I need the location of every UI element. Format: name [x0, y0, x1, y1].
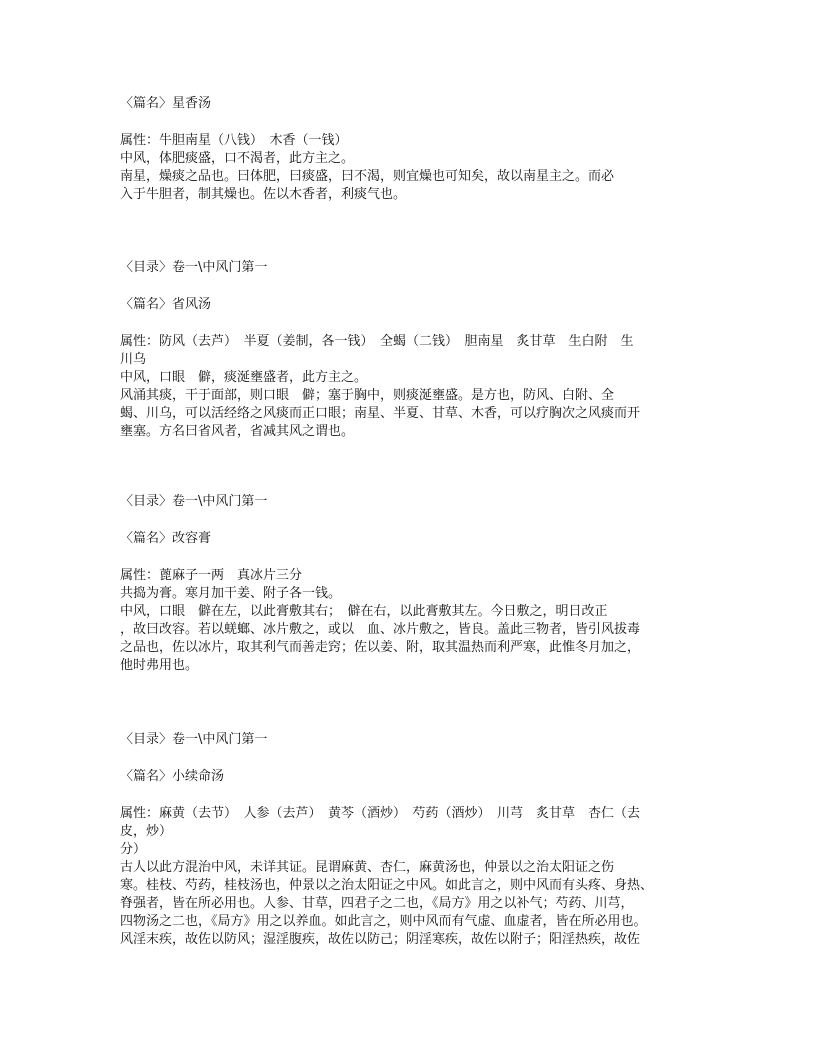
text-line: 属性：防风（去芦） 半夏（姜制，各一钱） 全蝎（二钱） 胆南星 炙甘草 生白附 生 — [120, 334, 634, 349]
text-line: 川乌 — [120, 352, 147, 367]
text-line: 风淫末疾，故佐以防风；湿淫腹疾，故佐以防己；阴淫寒疾，故佐以附子；阳淫热疾，故佐 — [120, 932, 641, 947]
section-xiaoxuming-tang — [120, 731, 700, 949]
text-line: 皮，炒） — [120, 824, 173, 839]
text-line: 属性：麻黄（去节） 人参（去芦） 黄芩（酒炒） 芍药（酒炒） 川芎 炙甘草 杏仁（去 — [120, 806, 641, 821]
text-line: ，故曰改容。若以蜣螂、冰片敷之，或以 血、冰片敷之，皆良。盖此三物者，皆引风拔毒 — [120, 622, 641, 637]
section-title: 〈篇名〉星香汤 — [120, 96, 212, 111]
text-line: 寒。桂枝、芍药，桂枝汤也，仲景以之治太阳证之中风。如此言之，则中风而有头疼、身热、 — [120, 878, 654, 893]
toc-line: 〈目录〉卷一\中风门第一 — [120, 260, 268, 275]
text-line: 之品也，佐以冰片，取其利气而善走窍；佐以姜、附，取其温热而利严寒，此惟冬月加之， — [120, 640, 641, 655]
text-line: 属性：蓖麻子一两 真冰片三分 — [120, 568, 303, 583]
text-line: 南星，燥痰之品也。曰体肥，曰痰盛，曰不渴，则宜燥也可知矣，故以南星主之。而必 — [120, 169, 615, 184]
text-line: 风涌其痰，干于面部，则口眼 僻；塞于胸中，则痰涎壅盛。是方也，防风、白附、全 — [120, 388, 615, 403]
text-line: 中风，体肥痰盛，口不渴者，此方主之。 — [120, 151, 355, 166]
toc-line: 〈目录〉卷一\中风门第一 — [120, 494, 268, 509]
text-line: 古人以此方混治中风，未详其证。昆谓麻黄、杏仁，麻黄汤也，仲景以之治太阳证之伤 — [120, 860, 615, 875]
text-line: 入于牛胆者，制其燥也。佐以木香者，利痰气也。 — [120, 187, 407, 202]
text-line: 壅塞。方名曰省风者，省减其风之谓也。 — [120, 424, 355, 439]
text-line: 中风，口眼 僻，痰涎壅盛者，此方主之。 — [120, 370, 368, 385]
section-shengfeng-tang — [120, 259, 700, 441]
text-line: 属性：牛胆南星（八钱） 木香（一钱） — [120, 133, 348, 148]
section-xingxiang-tang — [120, 95, 700, 204]
text-line: 分） — [120, 842, 147, 857]
text-line: 共捣为膏。寒月加干姜、附子各一钱。 — [120, 586, 342, 601]
section-title: 〈篇名〉小续命汤 — [120, 769, 225, 784]
text-line: 他时弗用也。 — [120, 658, 199, 673]
section-gairong-gao — [120, 493, 700, 675]
section-title: 〈篇名〉改容膏 — [120, 531, 212, 546]
section-title: 〈篇名〉省风汤 — [120, 297, 212, 312]
toc-line: 〈目录〉卷一\中风门第一 — [120, 732, 268, 747]
text-line: 脊强者，皆在所必用也。人参、甘草，四君子之二也，《局方》用之以补气；芍药、川芎， — [120, 896, 634, 911]
text-line: 中风，口眼 僻在左，以此膏敷其右； 僻在右，以此膏敷其左。今日敷之，明日改正 — [120, 604, 608, 619]
text-line: 四物汤之二也，《局方》用之以养血。如此言之，则中风而有气虚、血虚者，皆在所必用也。 — [120, 914, 647, 929]
text-line: 蝎、川乌，可以活经络之风痰而正口眼；南星、半夏、甘草、木香，可以疗胸次之风痰而开 — [120, 406, 641, 421]
